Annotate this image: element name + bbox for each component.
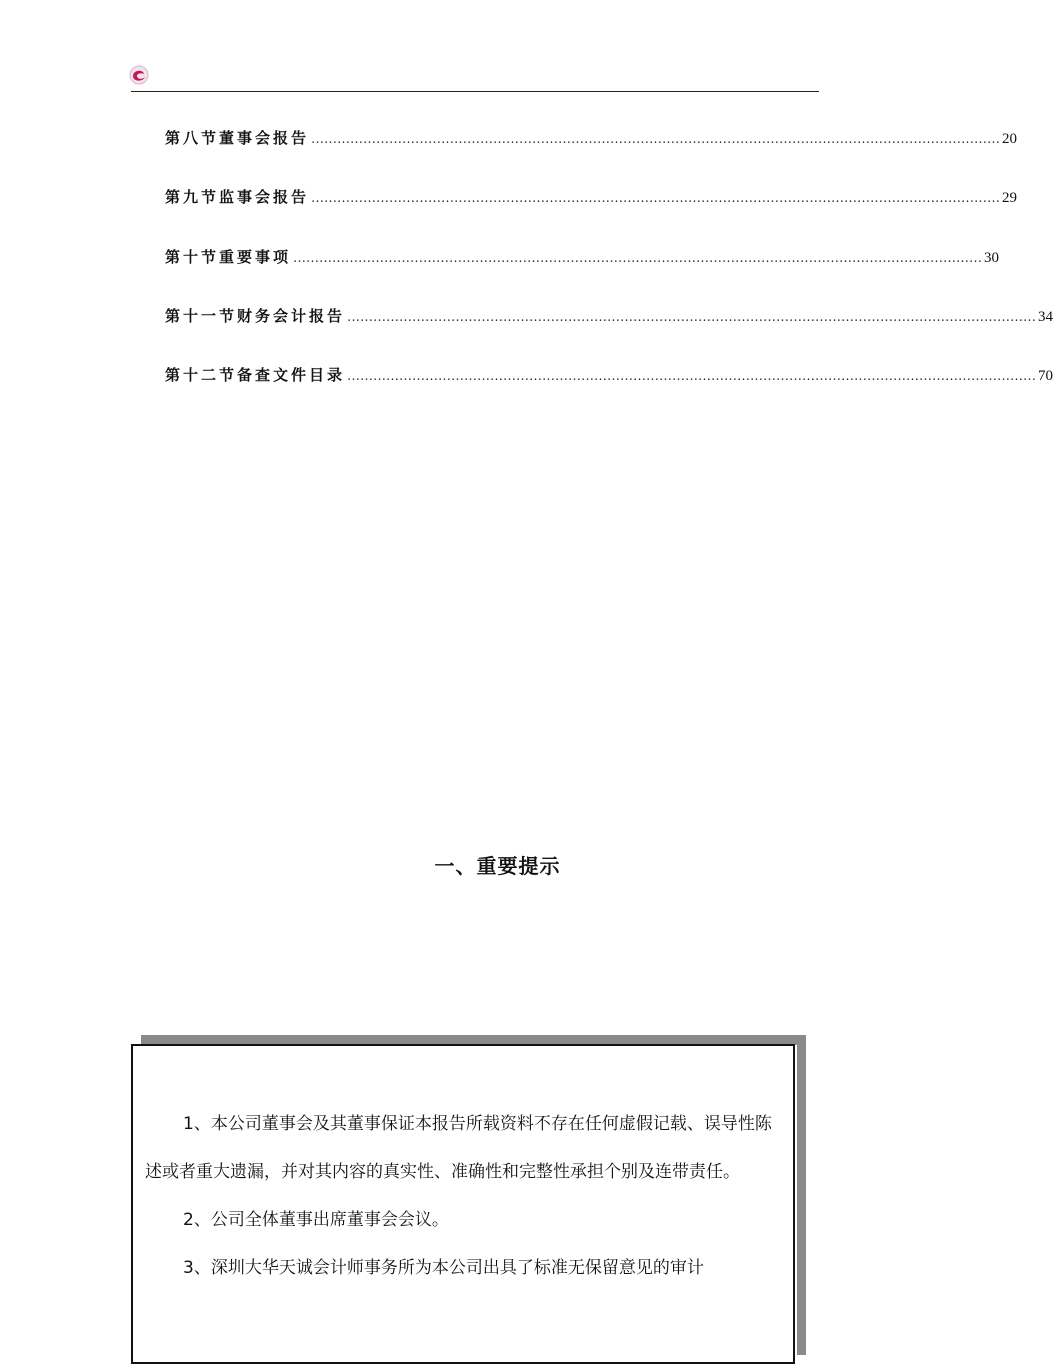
notice-text <box>145 1100 785 1292</box>
toc-entry[interactable] <box>165 126 1018 148</box>
toc-page-number: 70 <box>1038 368 1053 384</box>
notice-box-shadow <box>797 1035 806 1355</box>
toc-leader: …………………………………………………………………………………………………………………………………………… <box>311 132 1001 147</box>
toc-section-title: 董事会报告 <box>219 129 310 147</box>
toc-section-number: 第十节 <box>165 248 220 266</box>
toc-leader: …………………………………………………………………………………………………………………………………………… <box>347 310 1037 325</box>
notice-paragraph: 3、深圳大华天诚会计师事务所为本公司出具了标准无保留意见的审计 <box>183 1258 704 1278</box>
toc-section-number: 第八节 <box>165 129 220 147</box>
toc-page-number: 20 <box>1002 131 1018 147</box>
company-logo-icon <box>129 65 149 85</box>
toc-leader: …………………………………………………………………………………………………………………………………………… <box>311 191 1001 206</box>
toc-page-number: 34 <box>1038 309 1053 325</box>
toc-section-title: 财务会计报告 <box>237 307 346 325</box>
toc-entry[interactable] <box>165 363 1053 385</box>
header-rule <box>131 91 819 92</box>
toc-leader: …………………………………………………………………………………………………………………………………………… <box>293 251 983 266</box>
toc-section-title: 监事会报告 <box>219 188 310 206</box>
toc-page-number: 29 <box>1002 190 1018 206</box>
toc-section-number: 第九节 <box>165 188 220 206</box>
toc-section-number: 第十二节 <box>165 366 238 384</box>
notice-paragraph: 2、公司全体董事出席董事会会议。 <box>183 1210 449 1230</box>
notice-paragraph: 1、本公司董事会及其董事保证本报告所载资料不存在任何虚假记载、误导性陈述或者重大遗漏，并对其内容的真实性、准确性和完整性承担个别及连带责任。 <box>145 1114 772 1182</box>
toc-leader: …………………………………………………………………………………………………………………………………………… <box>347 369 1037 384</box>
toc-page-number: 30 <box>984 250 1000 266</box>
toc-entry[interactable] <box>165 185 1018 207</box>
toc-entry[interactable] <box>165 245 1000 267</box>
toc-section-title: 重要事项 <box>219 248 292 266</box>
toc-section-title: 备查文件目录 <box>237 366 346 384</box>
toc-entry[interactable] <box>165 304 1053 326</box>
section-heading: 一、重要提示 <box>434 854 561 878</box>
toc-section-number: 第十一节 <box>165 307 238 325</box>
